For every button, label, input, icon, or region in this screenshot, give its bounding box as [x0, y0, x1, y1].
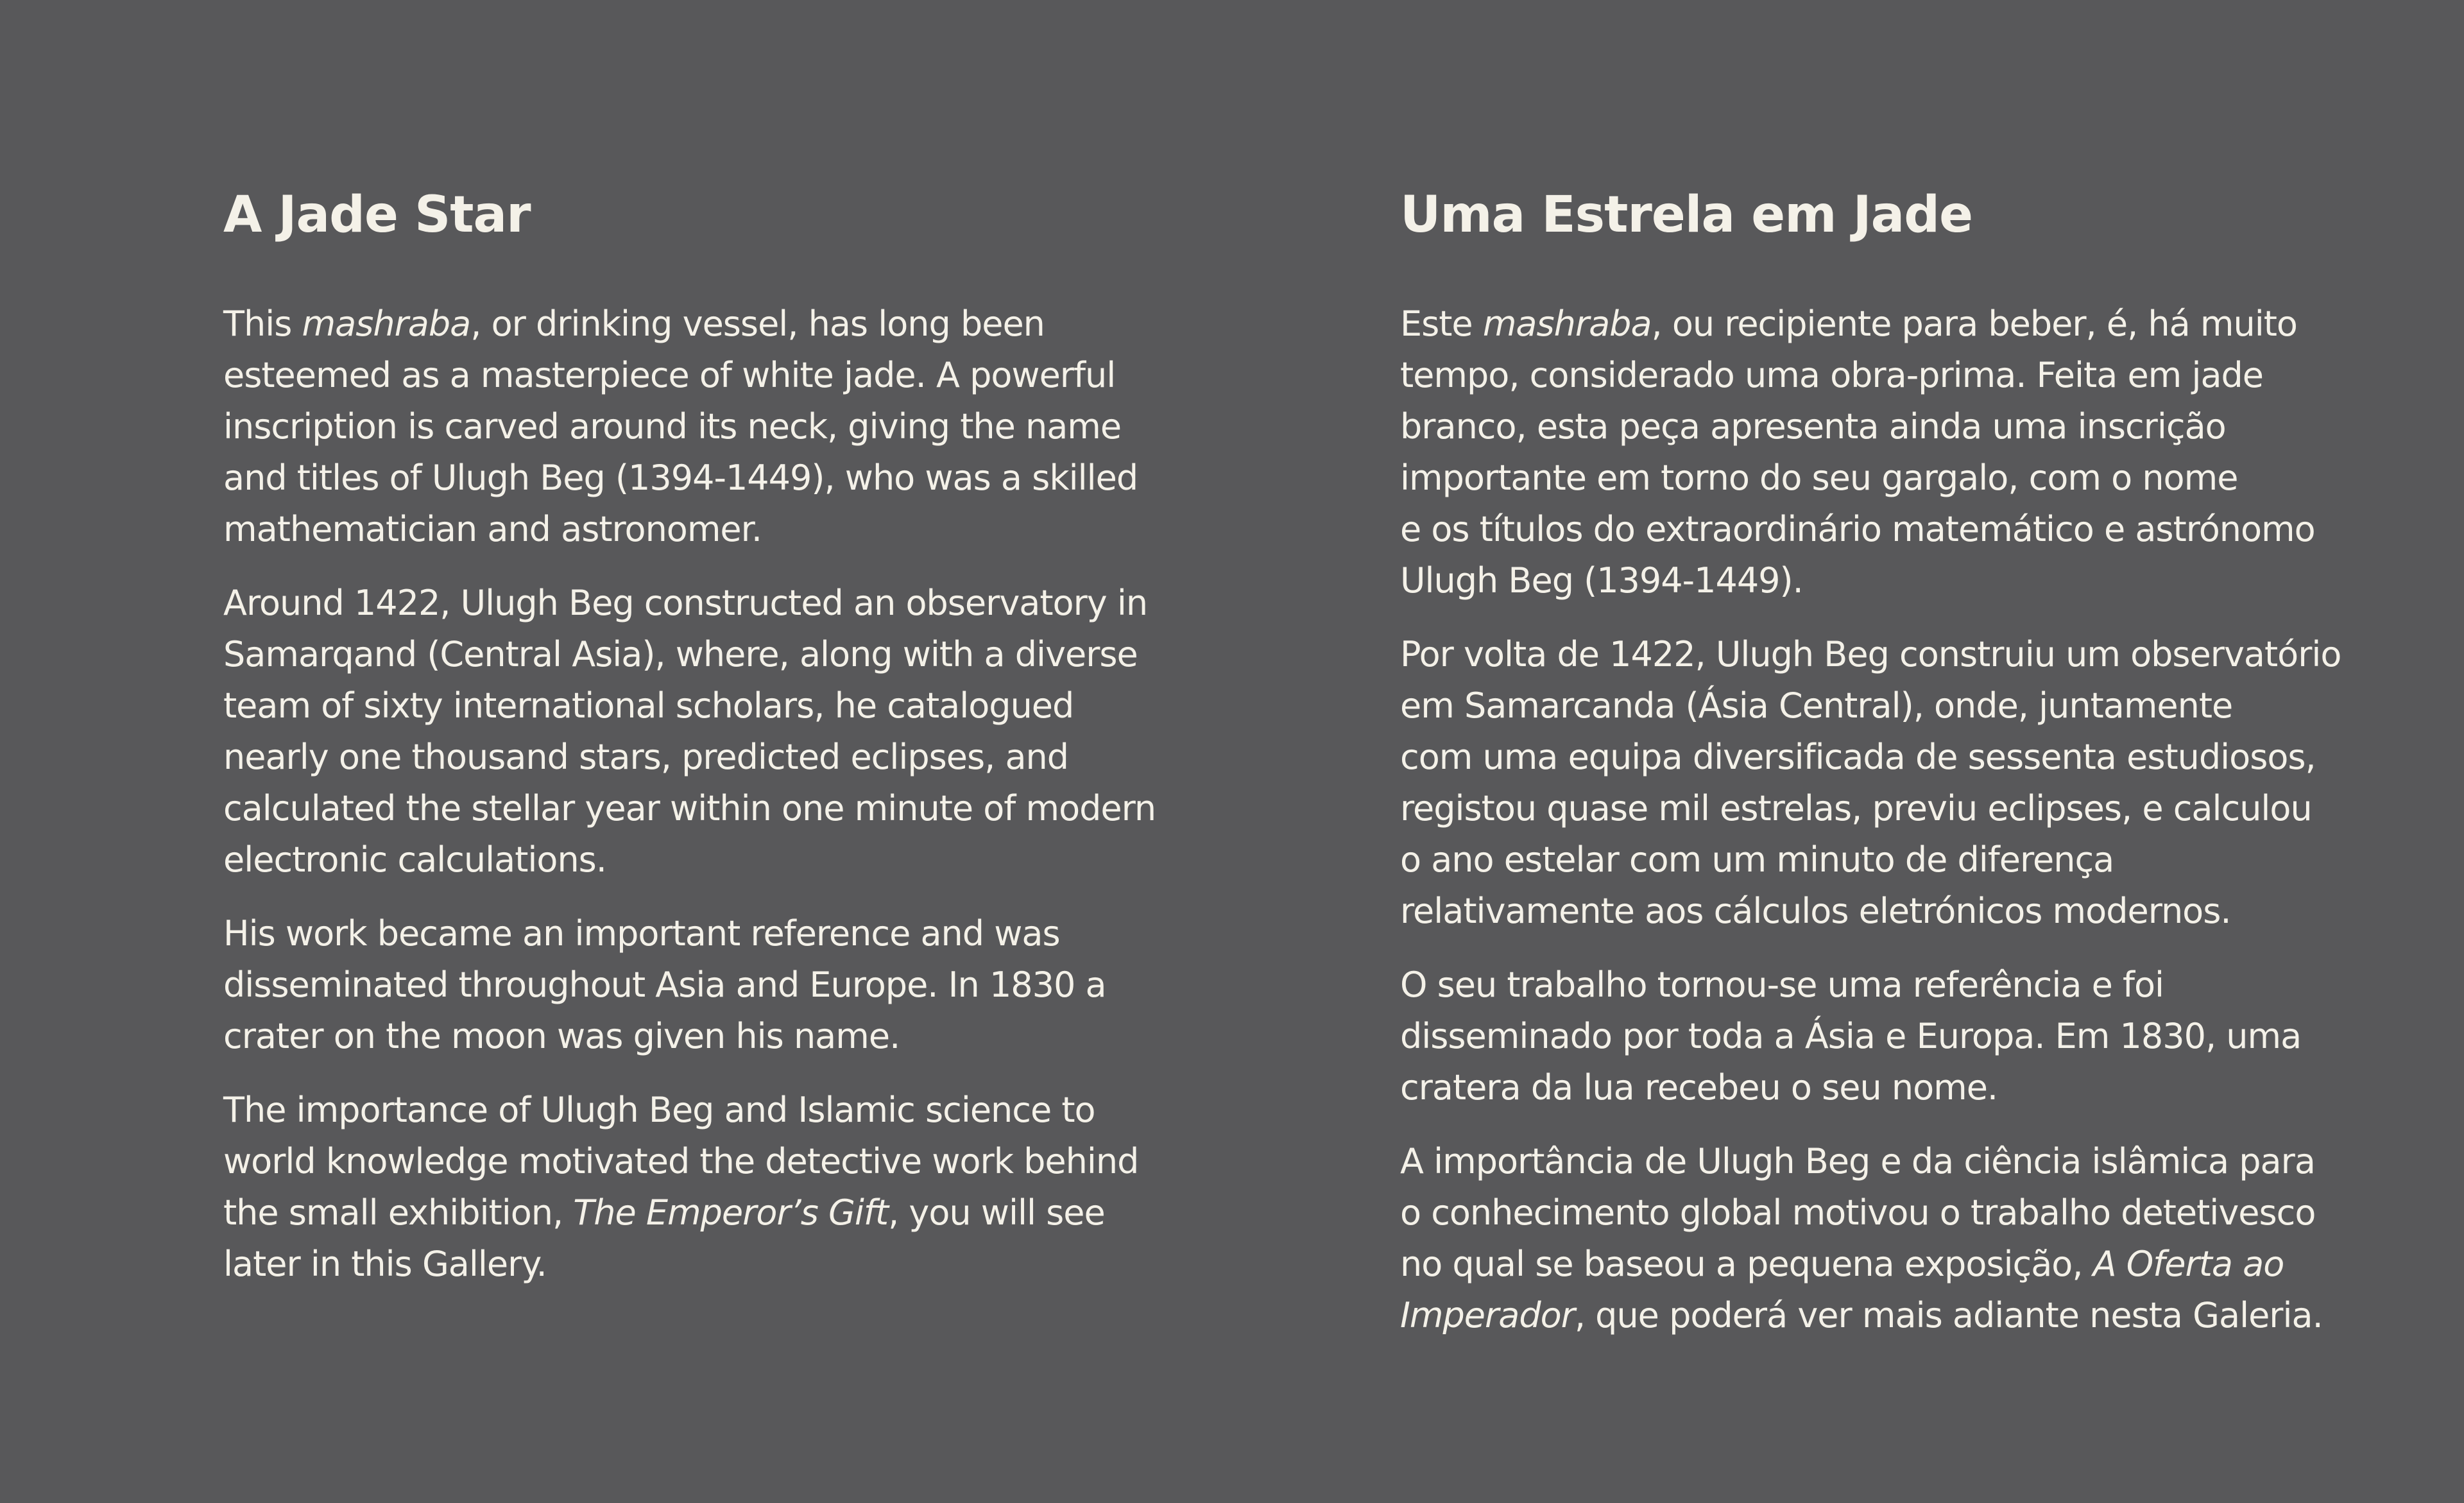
text-line: electronic calculations. [223, 839, 606, 880]
text-line: later in this Gallery. [223, 1244, 547, 1284]
portuguese-panel [1400, 183, 2343, 1364]
text-line: tempo, considerado uma obra-prima. Feita em jade [1400, 355, 2264, 395]
text-line: relativamente aos cálculos eletrónicos modernos. [1400, 891, 2231, 931]
text-line: importante em torno do seu gargalo, com o nome [1400, 458, 2238, 498]
text-line: Imperador, que poderá ver mais adiante nesta Galeria. [1400, 1295, 2323, 1336]
text-line: disseminado por toda a Ásia e Europa. Em 1830, uma [1400, 1016, 2302, 1056]
portuguese-paragraph-2 [1400, 629, 2343, 937]
text-line: o ano estelar com um minuto de diferença [1400, 839, 2114, 880]
text-line: His work became an important reference and was [223, 913, 1060, 954]
portuguese-paragraph-3 [1400, 959, 2343, 1113]
text-line: e os títulos do extraordinário matemático e astrónomo [1400, 509, 2315, 549]
text-line: inscription is carved around its neck, giving the name [223, 406, 1122, 447]
text-line: Este mashraba, ou recipiente para beber, é, há muito [1400, 304, 2297, 344]
english-paragraph-2 [223, 578, 1156, 886]
text-line: mathematician and astronomer. [223, 509, 762, 549]
english-paragraph-1 [223, 298, 1147, 555]
text-line: com uma equipa diversificada de sessenta estudiosos, [1400, 737, 2316, 777]
exhibition-title: The Emperor’s Gift [573, 1192, 889, 1233]
text-line: o conhecimento global motivou o trabalho detetivesco [1400, 1192, 2316, 1233]
text-line: branco, esta peça apresenta ainda uma inscrição [1400, 406, 2226, 447]
exhibition-title: Imperador [1400, 1295, 1575, 1336]
text-line: Ulugh Beg (1394-1449). [1400, 560, 1803, 601]
text-line: Around 1422, Ulugh Beg constructed an observatory in [223, 583, 1148, 623]
portuguese-paragraph-1 [1400, 298, 2343, 606]
text-line: esteemed as a masterpiece of white jade. A powerful [223, 355, 1116, 395]
portuguese-title: Uma Estrela em Jade [1400, 186, 1973, 244]
text-line: A importância de Ulugh Beg e da ciência islâmica para [1400, 1141, 2315, 1181]
english-paragraph-3 [223, 908, 1147, 1062]
text-line: team of sixty international scholars, he catalogued [223, 685, 1074, 726]
text-line: world knowledge motivated the detective work behind [223, 1141, 1139, 1181]
text-line: Samarqand (Central Asia), where, along with a diverse [223, 634, 1138, 674]
text-line: The importance of Ulugh Beg and Islamic science to [223, 1090, 1095, 1130]
text-line: cratera da lua recebeu o seu nome. [1400, 1067, 1998, 1108]
text-line: Por volta de 1422, Ulugh Beg construiu um observatório [1400, 634, 2341, 674]
text-line: no qual se baseou a pequena exposição, A Oferta ao [1400, 1244, 2284, 1284]
text-line: registou quase mil estrelas, previu eclipses, e calculou [1400, 788, 2312, 829]
english-panel [223, 183, 1156, 1312]
italic-term: mashraba [1482, 304, 1652, 344]
text-line: disseminated throughout Asia and Europe. In 1830 a [223, 965, 1106, 1005]
text-line: and titles of Ulugh Beg (1394-1449), who was a skilled [223, 458, 1138, 498]
text-line: O seu trabalho tornou-se uma referência e foi [1400, 965, 2164, 1005]
text-line: crater on the moon was given his name. [223, 1016, 900, 1056]
text-line: This mashraba, or drinking vessel, has long been [223, 304, 1045, 344]
english-paragraph-4 [223, 1085, 1147, 1290]
exhibition-title: A Oferta ao [2092, 1244, 2284, 1284]
english-title: A Jade Star [223, 186, 531, 244]
text-line: the small exhibition, The Emperor’s Gift, you will see [223, 1192, 1105, 1233]
text-line: calculated the stellar year within one minute of modern [223, 788, 1156, 829]
text-line: nearly one thousand stars, predicted eclipses, and [223, 737, 1069, 777]
italic-term: mashraba [302, 304, 471, 344]
text-line: em Samarcanda (Ásia Central), onde, juntamente [1400, 685, 2233, 726]
portuguese-paragraph-4 [1400, 1136, 2343, 1341]
